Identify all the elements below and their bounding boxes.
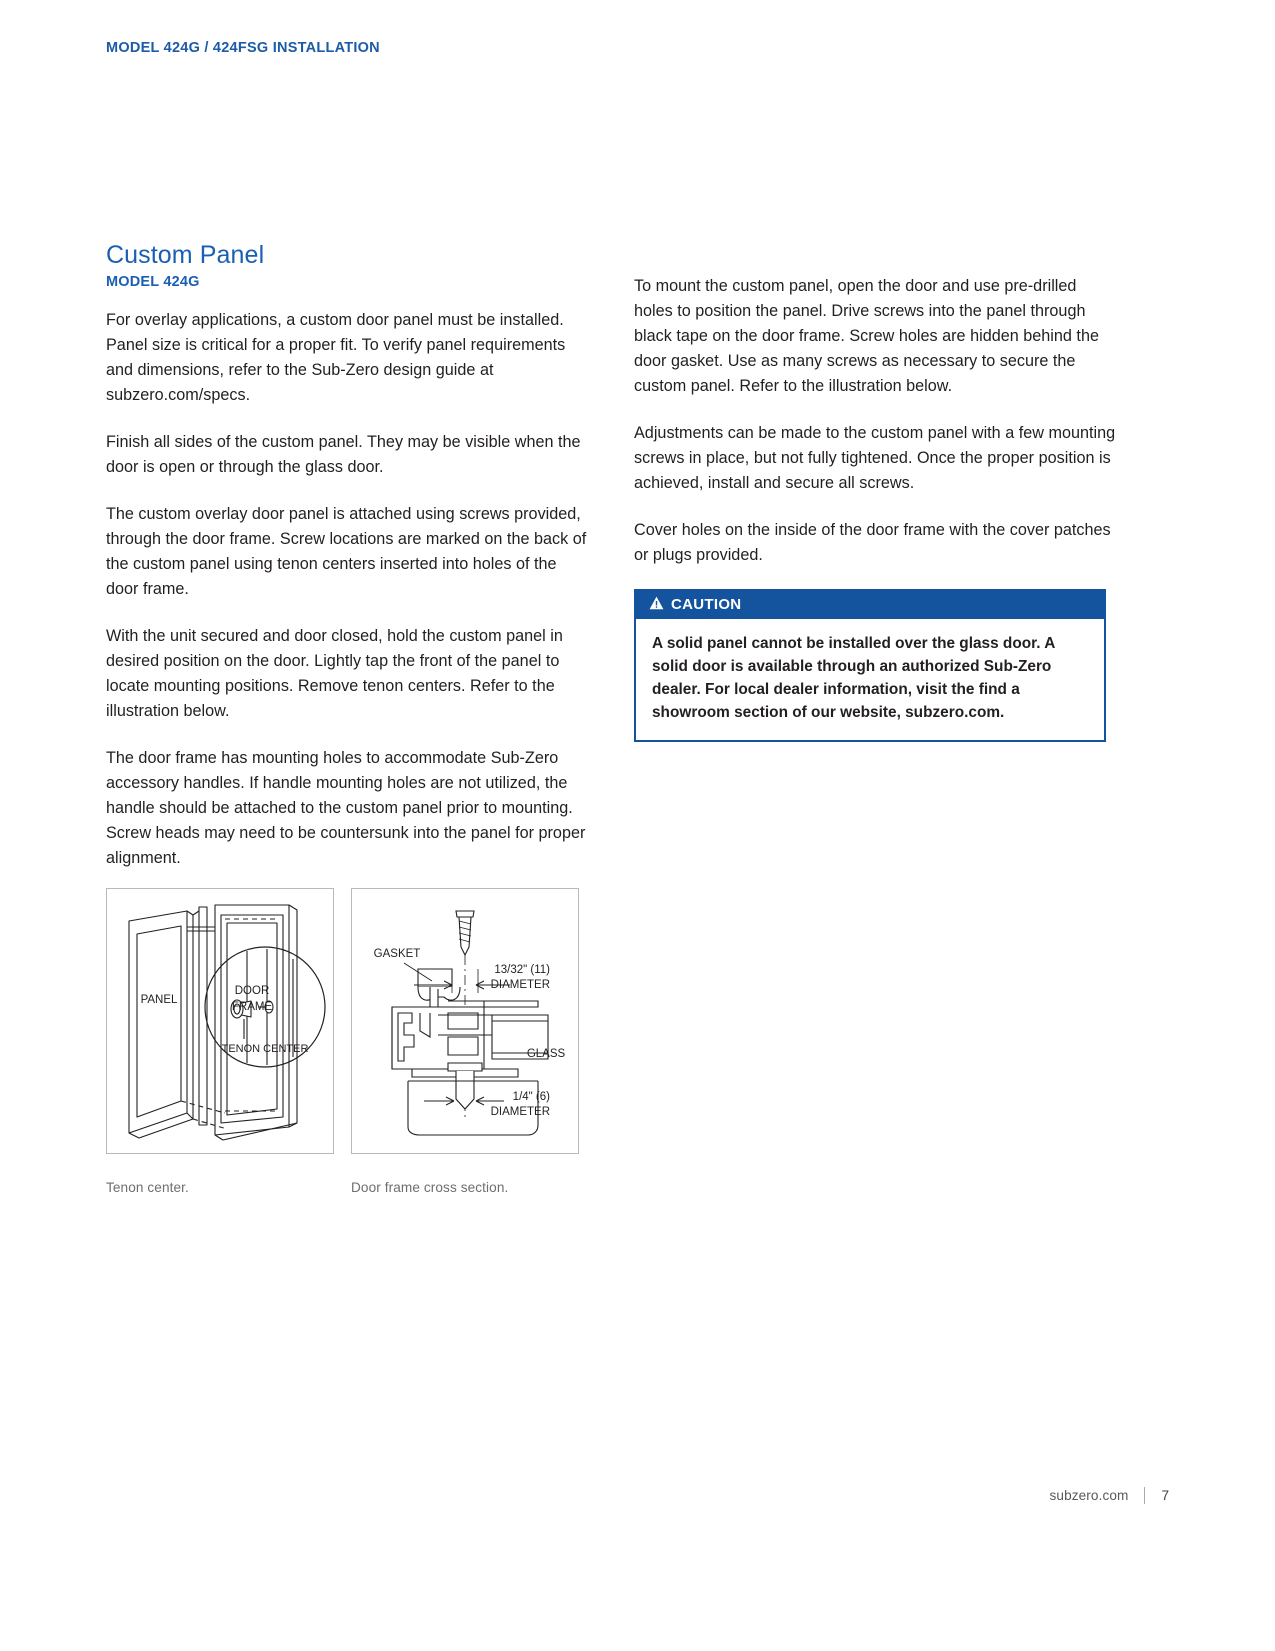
figure-label-dim-top-unit: DIAMETER xyxy=(490,979,550,991)
figure-label-gasket: GASKET xyxy=(373,948,421,960)
right-column xyxy=(634,274,1116,568)
paragraph: For overlay applications, a custom door panel must be installed. Panel size is critical for a proper fit. To verify panel requirements and dimensions, refer to the Sub-Zero design guide at subzero.com/specs. xyxy=(106,311,566,404)
paragraph: The custom overlay door panel is attached using screws provided, through the door frame. Screw locations are marked on the back of the custom panel using tenon centers inserted into holes of the door frame. xyxy=(106,505,587,598)
running-header: MODEL 424G / 424FSG INSTALLATION xyxy=(106,40,380,56)
page-footer xyxy=(1050,1487,1169,1504)
paragraph: Cover holes on the inside of the door frame with the cover patches or plugs provided. xyxy=(634,521,1111,564)
caution-text: A solid panel cannot be installed over the glass door. A solid door is available through an authorized Sub-Zero dealer. For local dealer information, visit the find a showroom section of our website, subzero.com. xyxy=(652,635,1055,721)
caution-title: CAUTION xyxy=(671,596,742,613)
figure-caption: Tenon center. xyxy=(106,1180,189,1195)
figure-door-frame-cross-section xyxy=(351,888,579,1195)
left-column xyxy=(106,274,588,871)
footer-divider xyxy=(1144,1487,1145,1504)
paragraph: To mount the custom panel, open the door and use pre-drilled holes to position the panel. Drive screws into the panel through black tape on the door frame. Screw holes are hidden behind the door gasket. Use as many screws as necessary to secure the custom panel. Refer to the illustration below. xyxy=(634,277,1099,395)
figure-caption: Door frame cross section. xyxy=(351,1180,509,1195)
caution-header xyxy=(636,591,1104,619)
figure-label-dim-bottom-value: 1/4" (6) xyxy=(512,1091,550,1103)
figure-image-tenon-center xyxy=(106,888,334,1154)
figure-label-dim-top-value: 13/32" (11) xyxy=(494,964,550,976)
paragraph: Adjustments can be made to the custom panel with a few mounting screws in place, but not fully tightened. Once the proper position is achieved, install and secure all screws. xyxy=(634,424,1116,492)
figure-label-glass: GLASS xyxy=(526,1048,566,1060)
figure-tenon-center xyxy=(106,888,334,1195)
figure-label-dim-bottom-unit: DIAMETER xyxy=(490,1106,550,1118)
figure-label-door-frame-line2: FRAME xyxy=(231,1001,273,1013)
figure-label-panel: PANEL xyxy=(140,994,178,1006)
caution-callout xyxy=(634,589,1106,742)
warning-triangle-icon xyxy=(649,596,664,613)
model-subheading: MODEL 424G xyxy=(106,274,200,290)
page-title: Custom Panel xyxy=(106,240,265,269)
paragraph: Finish all sides of the custom panel. They may be visible when the door is open or through the glass door. xyxy=(106,433,581,476)
figure-label-door-frame-line1: DOOR xyxy=(234,985,270,997)
footer-page-number: 7 xyxy=(1161,1488,1169,1503)
paragraph: The door frame has mounting holes to accommodate Sub-Zero accessory handles. If handle mounting holes are not utilized, the handle should be attached to the custom panel prior to mounting. Screw heads may need to be countersunk into the panel for proper alignment. xyxy=(106,749,586,867)
figure-label-tenon-center: TENON CENTER xyxy=(221,1043,309,1055)
footer-site: subzero.com xyxy=(1049,1488,1129,1503)
figure-image-cross-section xyxy=(351,888,579,1154)
paragraph: With the unit secured and door closed, hold the custom panel in desired position on the door. Lightly tap the front of the panel to locate mounting positions. Remove tenon centers. Refer to the illustration below. xyxy=(106,627,563,720)
